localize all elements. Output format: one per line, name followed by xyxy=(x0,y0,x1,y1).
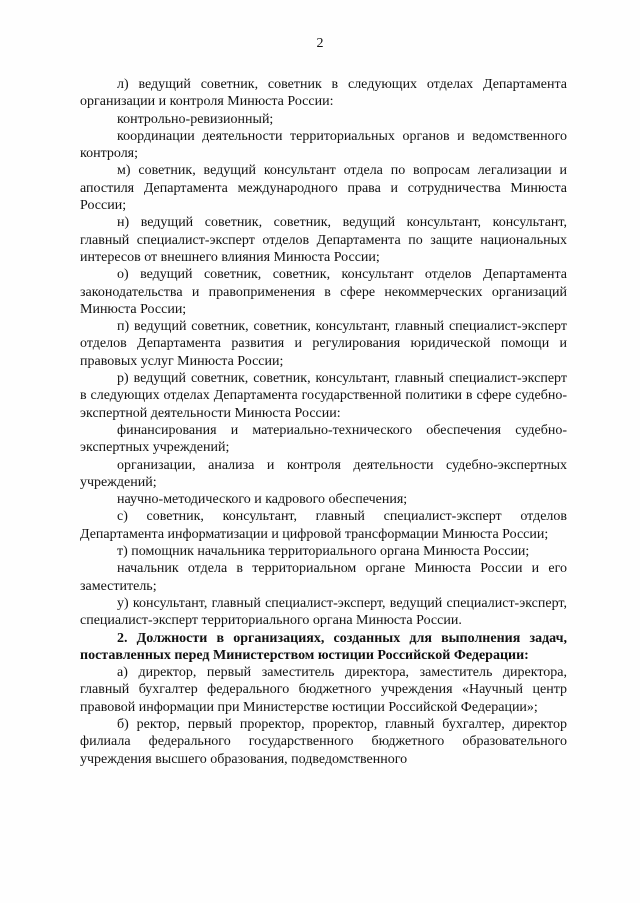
paragraph-control-revision: контрольно-ревизионный; xyxy=(117,111,274,127)
paragraph-department-head: начальник отдела в территориальном органе Минюста России и его заместитель; xyxy=(80,561,567,594)
paragraph-coordination: координации деятельности территориальных органов и ведомственного контроля; xyxy=(80,128,567,162)
paragraph-financing: финансирования и материально-технического обеспечения судебно-экспертных учреждений; xyxy=(80,422,567,456)
paragraph-l: л) ведущий советник, советник в следующих отделах Департамента организации и контроля Минюста России: xyxy=(80,77,567,110)
paragraph-b: б) ректор, первый проректор, проректор, главный бухгалтер, директор филиала федерального государственного бюджетного образовательного учреждения высшего образования, подведомственного xyxy=(80,716,567,767)
paragraph-a: а) директор, первый заместитель директора, заместитель директора, главный бухгалтер федерального бюджетного учреждения «Научный центр правовой информации при Министерстве юстиции Российской Федерации»; xyxy=(80,665,567,715)
paragraph-p: п) ведущий советник, советник, консультант, главный специалист-эксперт отделов Департамента развития и регулирования юридической помощи и правовых услуг Минюста России; xyxy=(80,319,567,369)
document-body xyxy=(80,76,567,768)
paragraph-m: м) советник, ведущий консультант отдела по вопросам легализации и апостиля Департамента международного права и сотрудничества Минюста России; xyxy=(80,163,567,214)
paragraph-scientific-methodical: научно-методического и кадрового обеспечения; xyxy=(117,492,408,508)
paragraph-u: у) консультант, главный специалист-эксперт, ведущий специалист-эксперт, специалист-эксперт территориального органа Минюста России. xyxy=(80,595,567,629)
section-heading-2: 2. Должности в организациях, созданных для выполнения задач, поставленных перед Министерством юстиции Российской Федерации: xyxy=(80,630,567,663)
paragraph-t: т) помощник начальника территориального органа Минюста России; xyxy=(117,544,530,560)
paragraph-s: с) советник, консультант, главный специалист-эксперт отделов Департамента информатизации и цифровой трансформации Минюста России; xyxy=(80,509,567,542)
paragraph-r: р) ведущий советник, советник, консультант, главный специалист-эксперт в следующих отделах Департамента государственной политики в сфере судебно-экспертной деятельности Минюста России: xyxy=(80,371,567,421)
paragraph-n: н) ведущий советник, советник, ведущий консультант, консультант, главный специалист-эксперт отделов Департамента по защите национальных интересов от внешнего влияния Минюста России; xyxy=(80,215,567,265)
paragraph-o: о) ведущий советник, советник, консультант отделов Департамента законодательства и правоприменения в сфере некоммерческих организаций Минюста России; xyxy=(80,267,567,317)
page-number: 2 xyxy=(316,36,324,51)
paragraph-organization-analysis: организации, анализа и контроля деятельности судебно-экспертных учреждений; xyxy=(80,457,567,490)
